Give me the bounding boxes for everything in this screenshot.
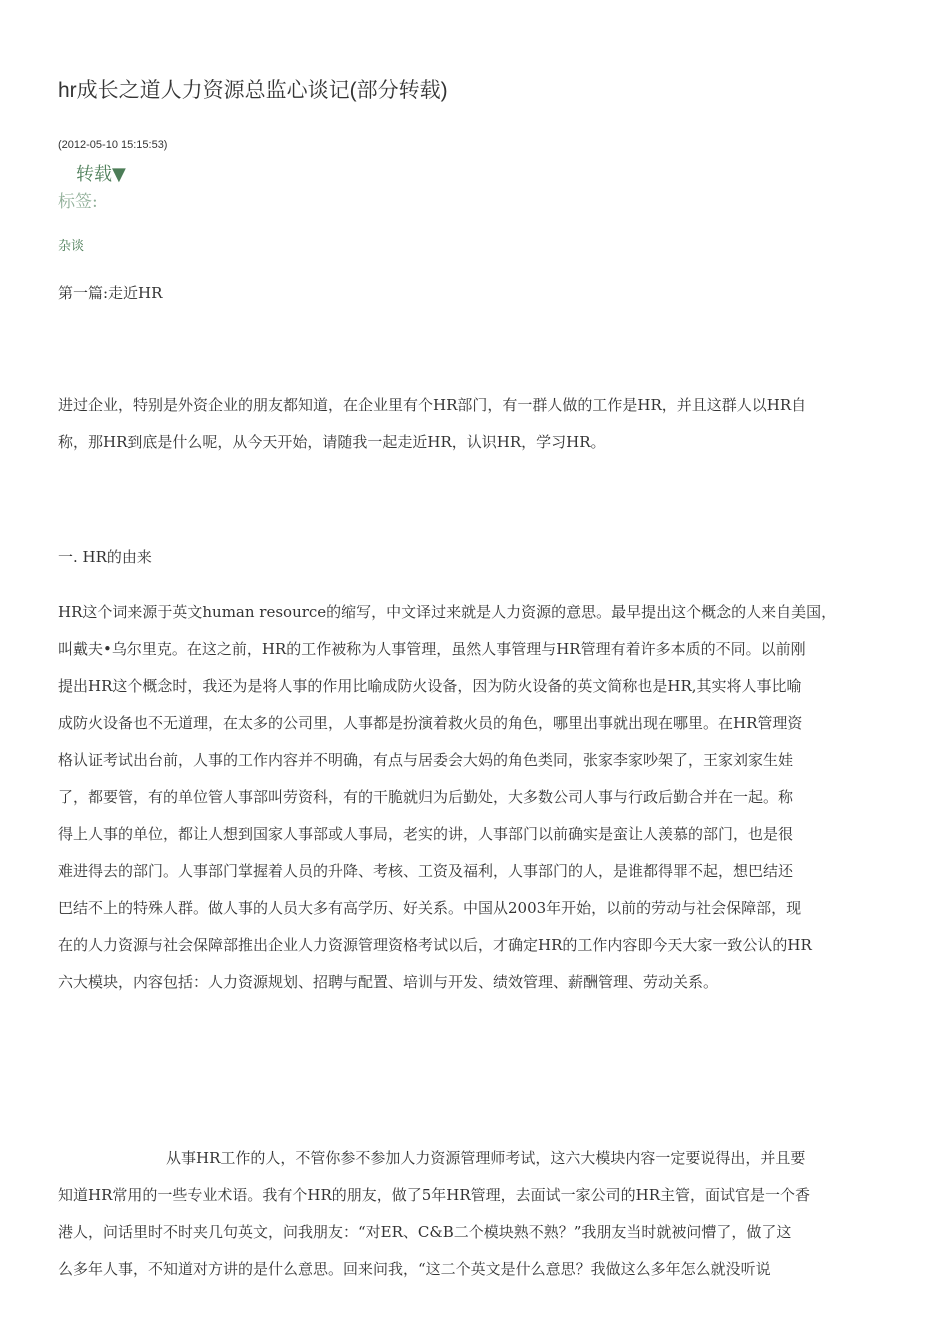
paragraph-line: 成防火设备也不无道理，在太多的公司里，人事都是扮演着救火员的角色，哪里出事就出现在哪里。在HR管理资 — [58, 714, 803, 732]
paragraph-line: 知道HR常用的一些专业术语。我有个HR的朋友，做了5年HR管理，去面试一家公司的HR主管，面试官是一个香 — [58, 1186, 811, 1204]
paragraph-line: 称，那HR到底是什么呢，从今天开始，请随我一起走近HR，认识HR，学习HR。 — [58, 433, 606, 451]
intro-paragraph — [58, 387, 894, 461]
part-title: 第一篇:走近HR — [58, 284, 163, 302]
paragraph-line: 进过企业，特别是外资企业的朋友都知道，在企业里有个HR部门，有一群人做的工作是HR，并且这群人以HR自 — [58, 396, 807, 414]
section1-paragraph — [58, 594, 894, 1001]
repost-dropdown[interactable]: 转载▼ — [76, 164, 126, 185]
paragraph-line: HR这个词来源于英文human resource的缩写，中文译过来就是人力资源的意思。最早提出这个概念的人来自美国， — [58, 603, 837, 621]
article-date: (2012-05-10 15:15:53) — [58, 139, 168, 151]
paragraph-line: 么多年人事，不知道对方讲的是什么意思。回来问我，“这二个英文是什么意思？我做这么多年怎么就没听说 — [58, 1260, 771, 1278]
article-title: hr成长之道人力资源总监心谈记(部分转载) — [58, 79, 448, 102]
paragraph-line: 了，都要管，有的单位管人事部叫劳资科，有的干脆就归为后勤处，大多数公司人事与行政后勤合并在一起。称 — [58, 788, 794, 806]
paragraph-line: 格认证考试出台前，人事的工作内容并不明确，有点与居委会大妈的角色类同，张家李家吵架了，王家刘家生娃 — [58, 751, 794, 769]
paragraph-line: 巴结不上的特殊人群。做人事的人员大多有高学历、好关系。中国从2003年开始，以前的劳动与社会保障部，现 — [58, 899, 802, 917]
section2-paragraph — [58, 1140, 894, 1288]
paragraph-line: 港人，问话里时不时夹几句英文，问我朋友：“对ER、C&B二个模块熟不熟？”我朋友当时就被问懵了，做了这 — [58, 1223, 792, 1241]
paragraph-line: 难进得去的部门。人事部门掌握着人员的升降、考核、工资及福利，人事部门的人，是谁都得罪不起，想巴结还 — [58, 862, 794, 880]
paragraph-line: 六大模块，内容包括：人力资源规划、招聘与配置、培训与开发、绩效管理、薪酬管理、劳动关系。 — [58, 973, 719, 991]
paragraph-line: 提出HR这个概念时，我还为是将人事的作用比喻成防火设备，因为防火设备的英文简称也是HR,其实将人事比喻 — [58, 677, 802, 695]
paragraph-line: 在的人力资源与社会保障部推出企业人力资源管理资格考试以后，才确定HR的工作内容即今天大家一致公认的HR — [58, 936, 812, 954]
section-heading: 一. HR的由来 — [58, 548, 152, 566]
paragraph-line: 叫戴夫•乌尔里克。在这之前，HR的工作被称为人事管理，虽然人事管理与HR管理有着许多本质的不同。以前刚 — [58, 640, 806, 658]
paragraph-line: 从事HR工作的人，不管你参不参加人力资源管理师考试，这六大模块内容一定要说得出，并且要 — [166, 1149, 806, 1167]
paragraph-line: 得上人事的单位，都让人想到国家人事部或人事局，老实的讲，人事部门以前确实是蛮让人羡慕的部门，也是很 — [58, 825, 794, 843]
tag-link-zatan[interactable]: 杂谈 — [58, 239, 85, 254]
tag-label: 标签: — [58, 192, 98, 212]
